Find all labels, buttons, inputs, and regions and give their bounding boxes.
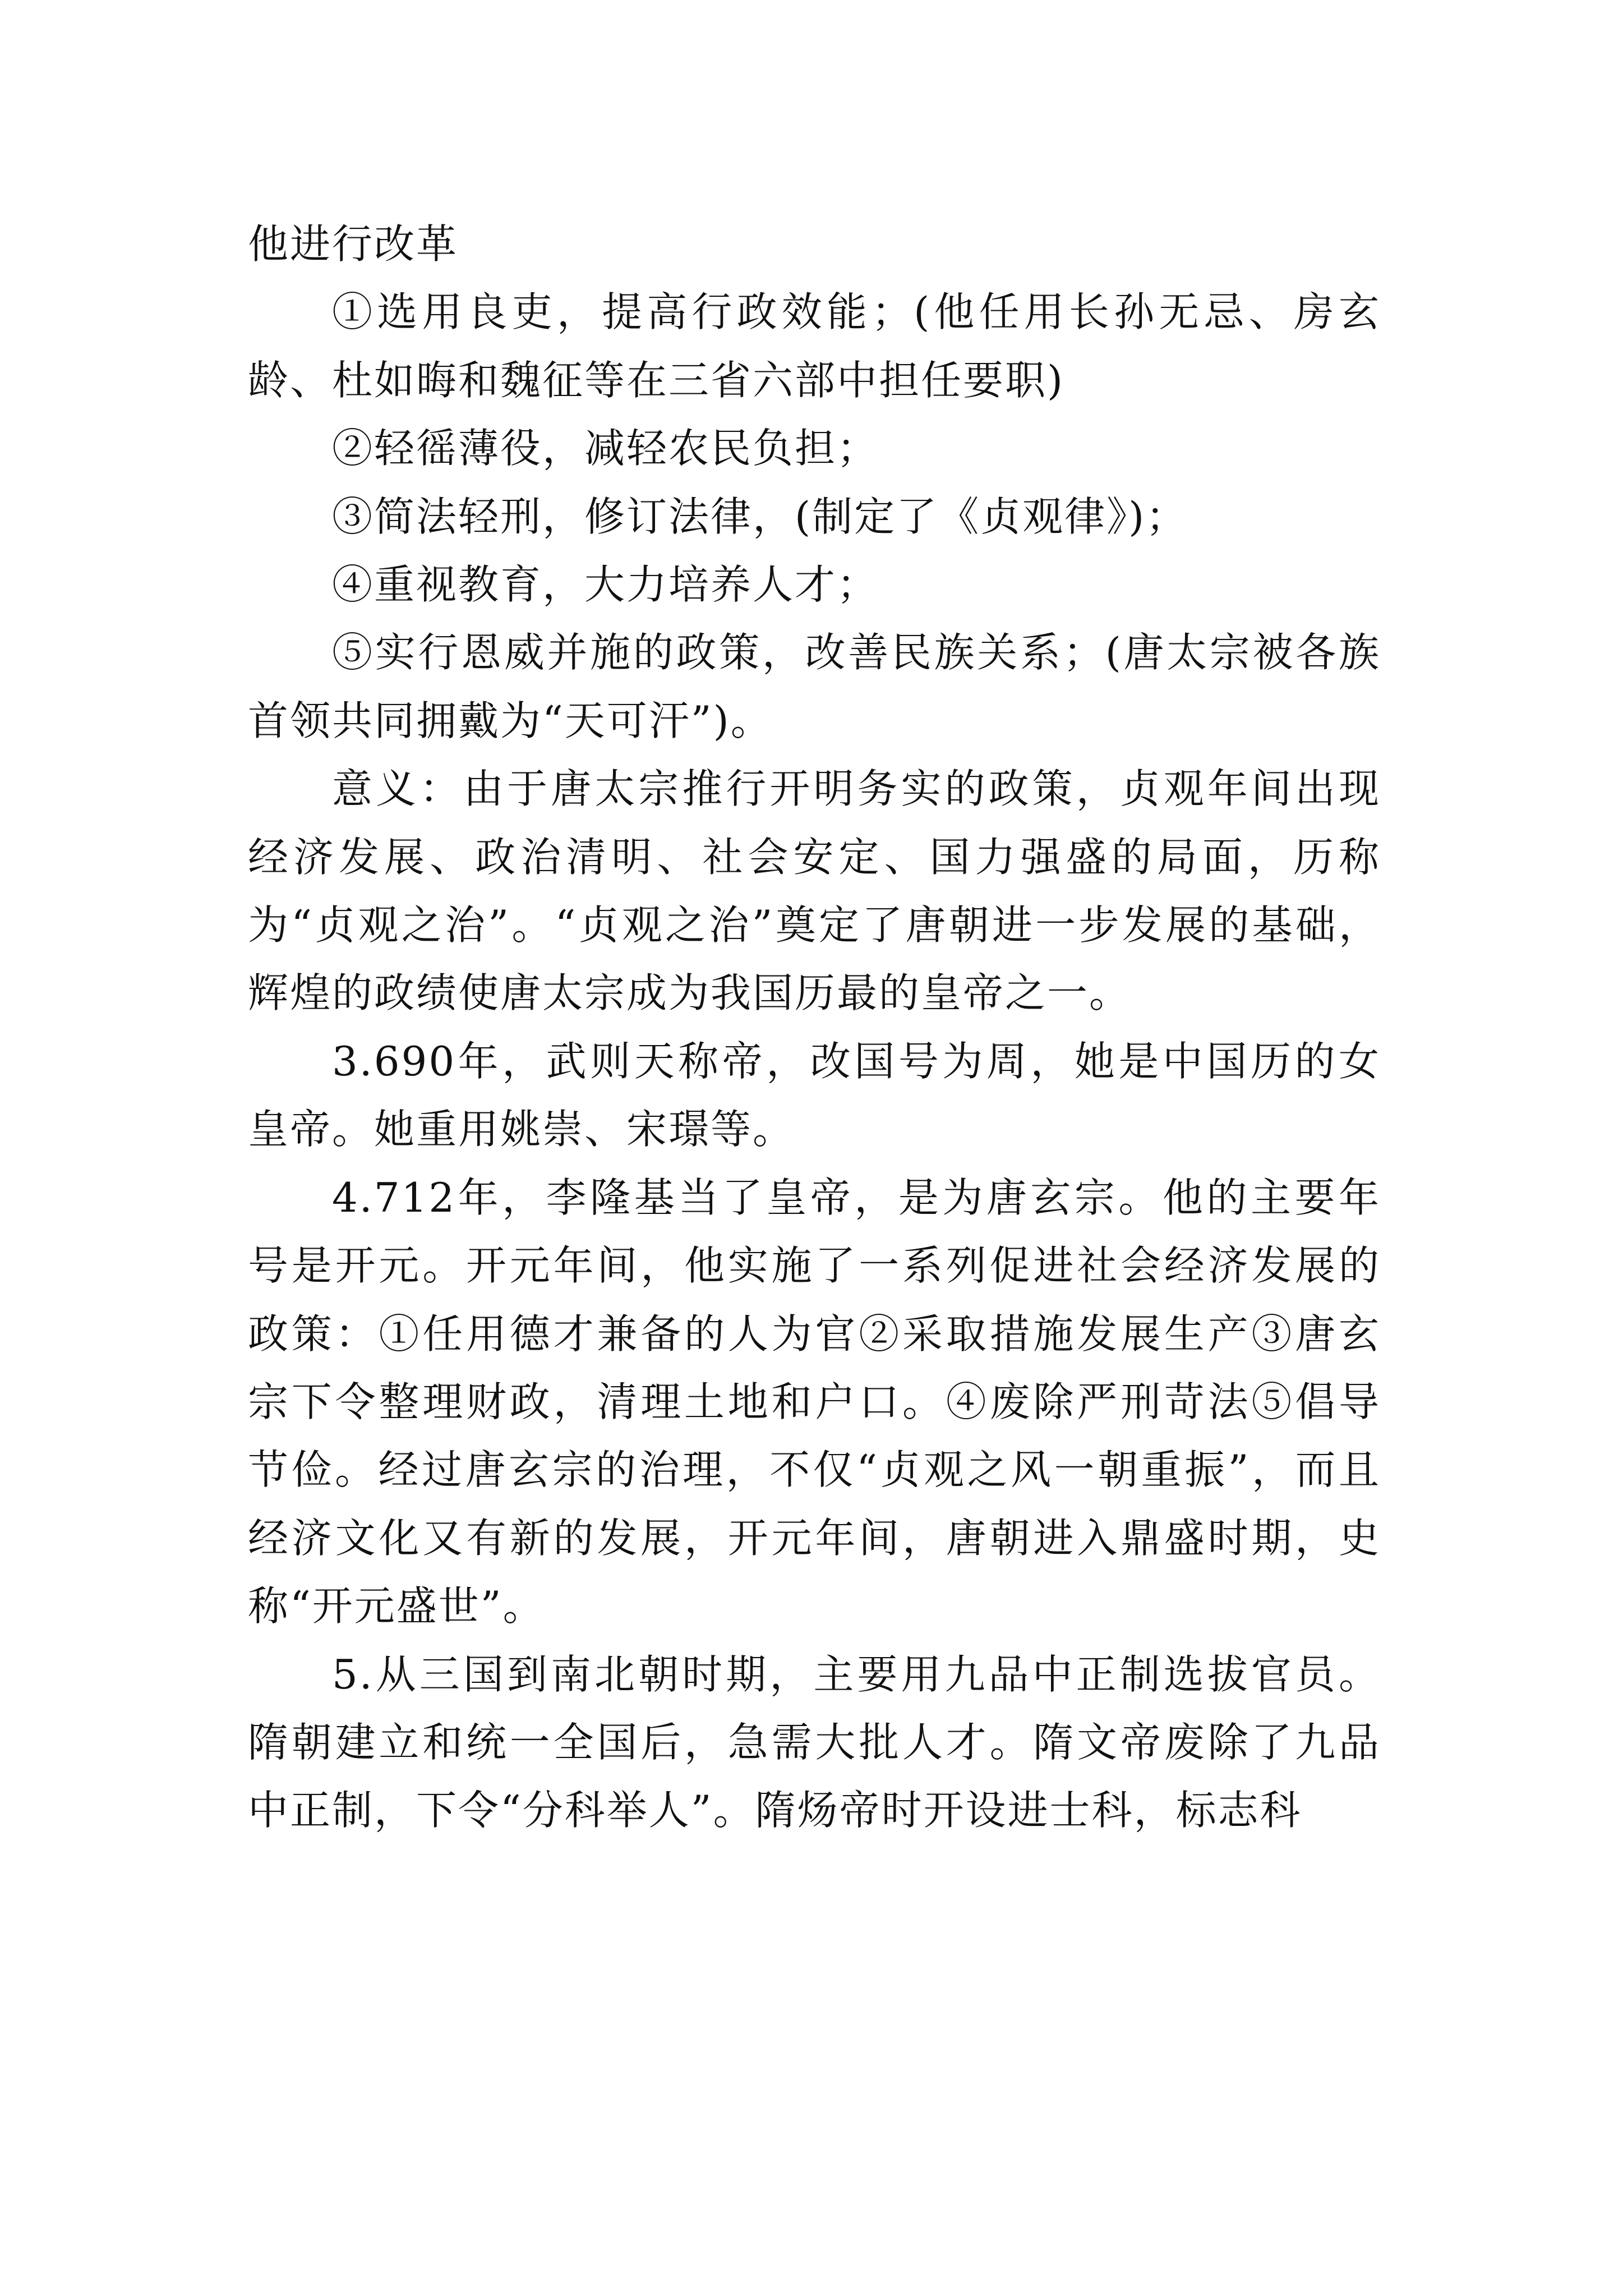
- paragraph-reform-5: ⑤实行恩威并施的政策，改善民族关系；(唐太宗被各族首领共同拥戴为“天可汗”)。: [248, 629, 1381, 744]
- paragraph-item-4: 4.712年，李隆基当了皇帝，是为唐玄宗。他的主要年号是开元。开元年间，他实施了一系列促进社会经济发展的政策：①任用德才兼备的人为官②采取措施发展生产③唐玄宗下令整理财政，清理土地和户口。④废除严刑苛法⑤倡导节俭。经过唐玄宗的治理，不仅“贞观之风一朝重振”，而且经济文化又有新的发展，开元年间，唐朝进入鼎盛时期，史称“开元盛世”。: [248, 1174, 1381, 1630]
- paragraph-reform-3: ③简法轻刑，修订法律，(制定了《贞观律》)；: [332, 493, 1188, 540]
- paragraph-reform-1: ①选用良吏，提高行政效能；(他任用长孙无忌、房玄龄、杜如晦和魏征等在三省六部中担任要职): [248, 288, 1381, 404]
- paragraph-reform-2: ②轻徭薄役，减轻农民负担；: [332, 425, 879, 472]
- paragraph-reform-heading: 他进行改革: [248, 220, 459, 268]
- paragraph-reform-4: ④重视教育，大力培养人才；: [332, 561, 879, 609]
- paragraph-significance: 意义：由于唐太宗推行开明务实的政策，贞观年间出现经济发展、政治清明、社会安定、国力强盛的局面，历称为“贞观之治”。“贞观之治”奠定了唐朝进一步发展的基础，辉煌的政绩使唐太宗成为我国历最的皇帝之一。: [248, 765, 1381, 1017]
- document-body: [248, 210, 1381, 1845]
- paragraph-item-3: 3.690年，武则天称帝，改国号为周，她是中国历的女皇帝。她重用姚崇、宋璟等。: [248, 1037, 1381, 1153]
- paragraph-item-5: 5.从三国到南北朝时期，主要用九品中正制选拔官员。隋朝建立和统一全国后，急需大批人才。隋文帝废除了九品中正制，下令“分科举人”。隋炀帝时开设进士科，标志科: [248, 1650, 1381, 1834]
